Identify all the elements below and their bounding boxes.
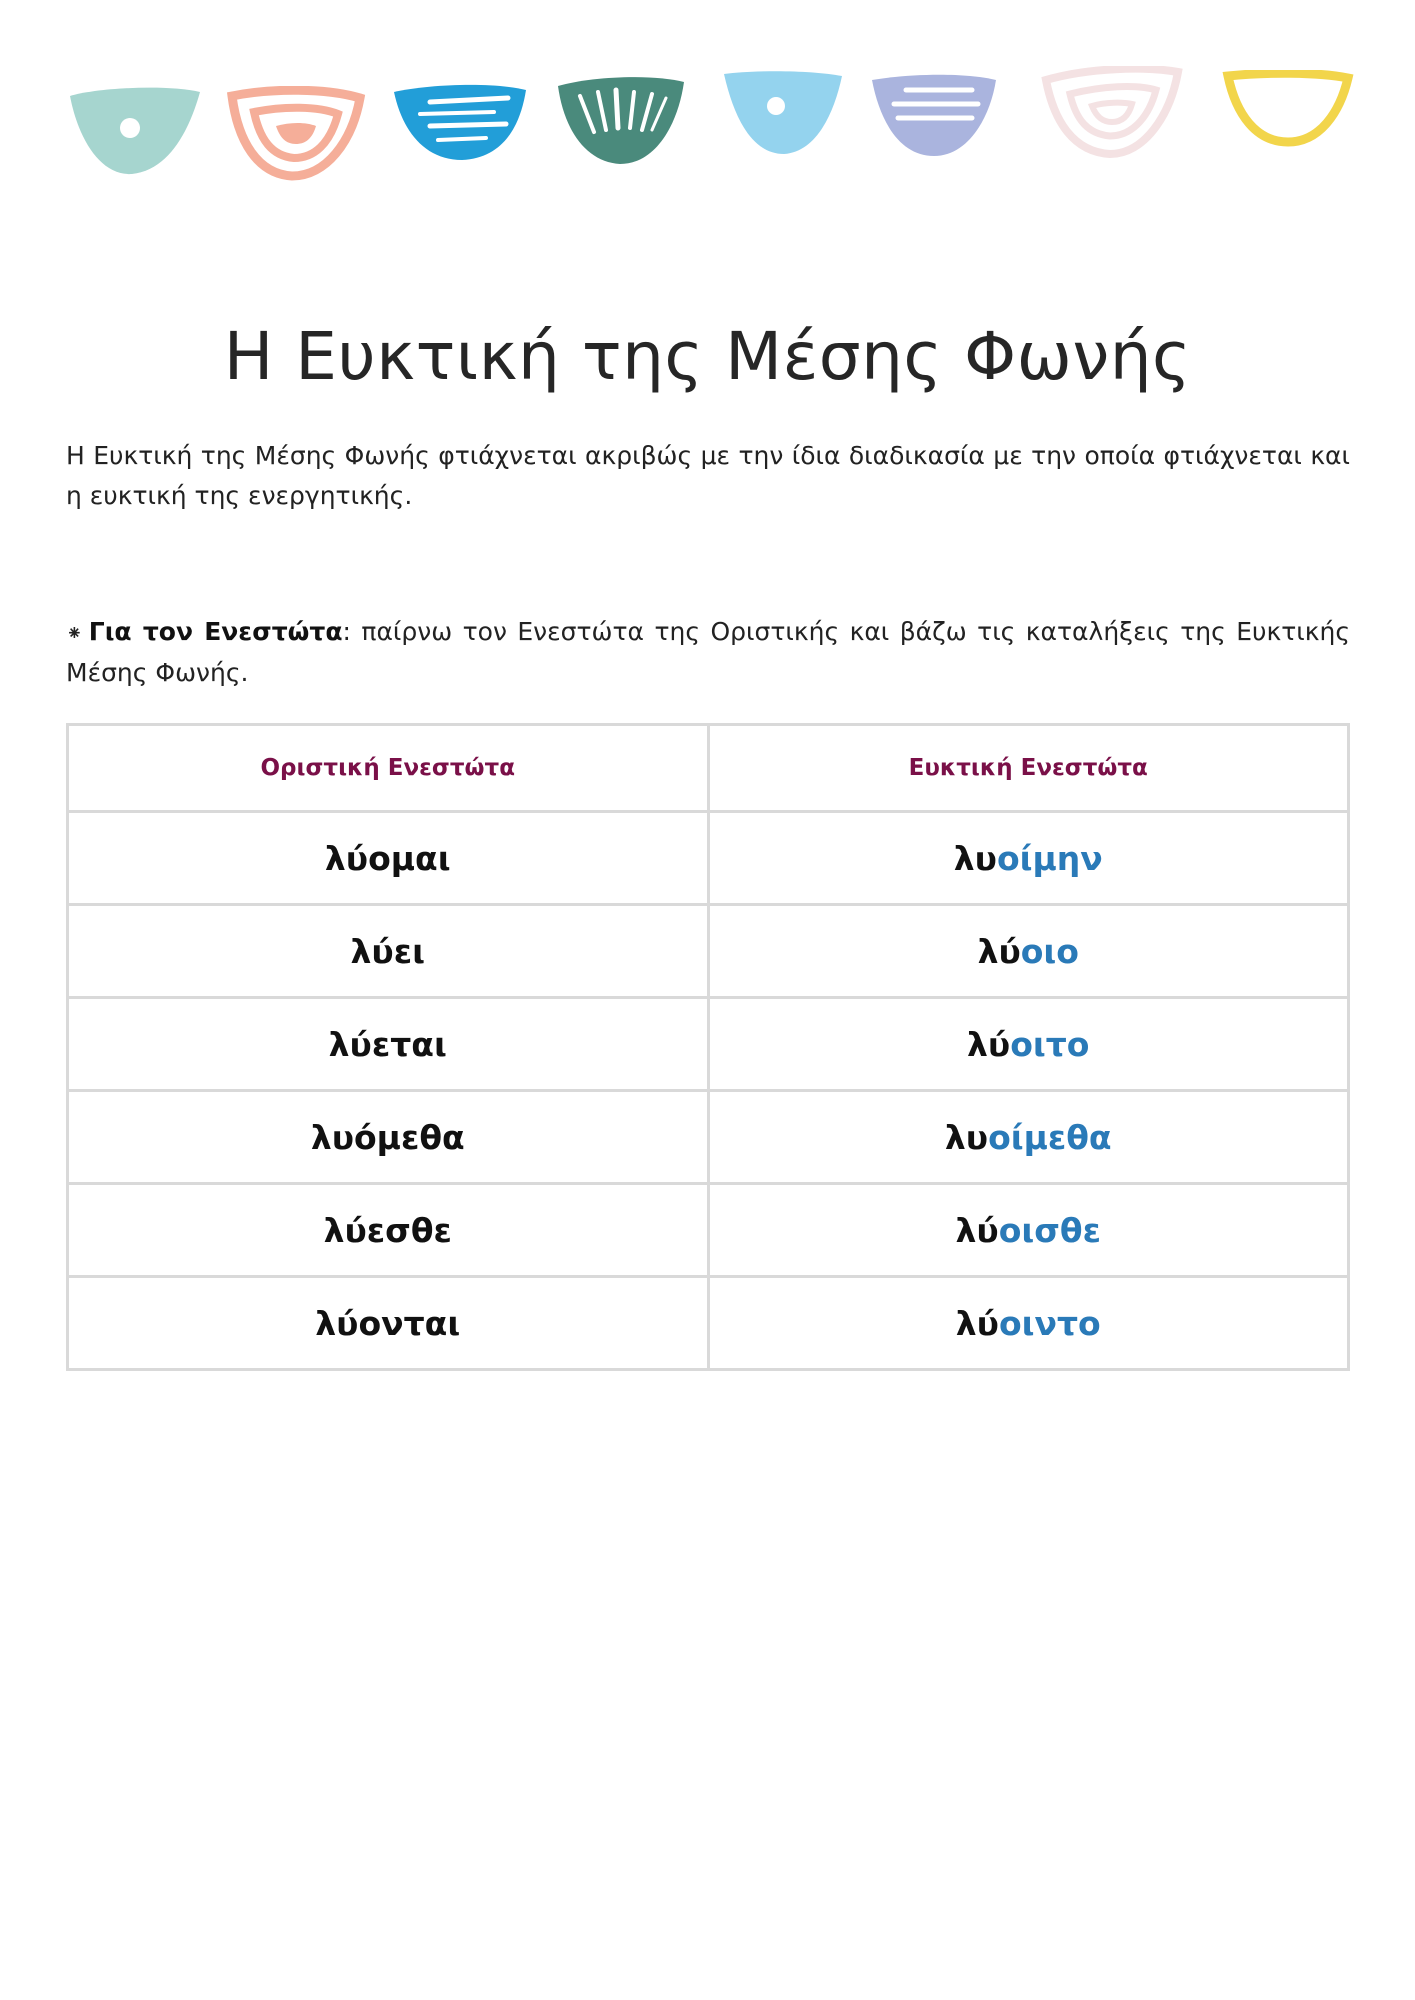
- blue-striped-bowl-icon: [390, 82, 530, 162]
- present-tense-note: [66, 612, 1350, 693]
- header-indicative: Οριστική Ενεστώτα: [68, 725, 709, 812]
- dark-green-rays-bowl-icon: [554, 74, 688, 166]
- optative-form: [708, 812, 1349, 905]
- indicative-form: λύει: [68, 905, 709, 998]
- note-text: : παίρνω τον Ενεστώτα της Οριστικής και βάζω τις καταλήξεις της Ευκτικής Μέσης Φωνής.: [66, 617, 1350, 687]
- table-row: [68, 1184, 1349, 1277]
- indicative-form: λύεσθε: [68, 1184, 709, 1277]
- optative-ending: οισθε: [998, 1210, 1101, 1250]
- table-row: [68, 1277, 1349, 1370]
- indicative-form: λύομαι: [68, 812, 709, 905]
- lavender-striped-bowl-icon: [868, 72, 1000, 158]
- light-blue-bowl-icon: [722, 70, 844, 156]
- optative-stem: λύ: [955, 1303, 999, 1343]
- optative-ending: οίμεθα: [988, 1117, 1112, 1157]
- indicative-form: λυόμεθα: [68, 1091, 709, 1184]
- optative-stem: λύ: [955, 1210, 999, 1250]
- intro-paragraph: Η Ευκτική της Μέσης Φωνής φτιάχνεται ακριβώς με την ίδια διαδικασία με την οποία φτιάχνεται και η ευκτική της ενεργητικής.: [66, 441, 1350, 510]
- table-row: [68, 998, 1349, 1091]
- table-row: [68, 812, 1349, 905]
- optative-form: [708, 1277, 1349, 1370]
- optative-form: [708, 1184, 1349, 1277]
- yellow-outline-bowl-icon: [1222, 70, 1354, 148]
- optative-form: [708, 905, 1349, 998]
- note-bold-label: Για τον Ενεστώτα: [88, 617, 343, 646]
- conjugation-table: [66, 723, 1350, 1371]
- optative-stem: λύ: [967, 1024, 1011, 1064]
- optative-ending: οιτο: [1010, 1024, 1090, 1064]
- table-row: [68, 905, 1349, 998]
- optative-ending: οίμην: [996, 838, 1103, 878]
- table-header-row: [68, 725, 1349, 812]
- header-optative: Ευκτική Ενεστώτα: [708, 725, 1349, 812]
- salmon-spiral-bowl-icon: [226, 86, 366, 182]
- pale-pink-spiral-bowl-icon: [1040, 66, 1184, 158]
- indicative-form: λύεται: [68, 998, 709, 1091]
- optative-form: [708, 1091, 1349, 1184]
- optative-stem: λυ: [944, 1117, 989, 1157]
- optative-stem: λύ: [977, 931, 1021, 971]
- page-title: Η Ευκτική της Μέσης Φωνής: [223, 318, 1192, 395]
- indicative-form: λύονται: [68, 1277, 709, 1370]
- optative-ending: οιο: [1020, 931, 1079, 971]
- optative-stem: λυ: [953, 838, 997, 878]
- bullet-icon: ⁕: [66, 621, 83, 645]
- teal-bowl-icon: [66, 82, 204, 178]
- decorative-bowls-row: [0, 0, 1415, 200]
- optative-ending: οιντο: [998, 1303, 1101, 1343]
- table-row: [68, 1091, 1349, 1184]
- optative-form: [708, 998, 1349, 1091]
